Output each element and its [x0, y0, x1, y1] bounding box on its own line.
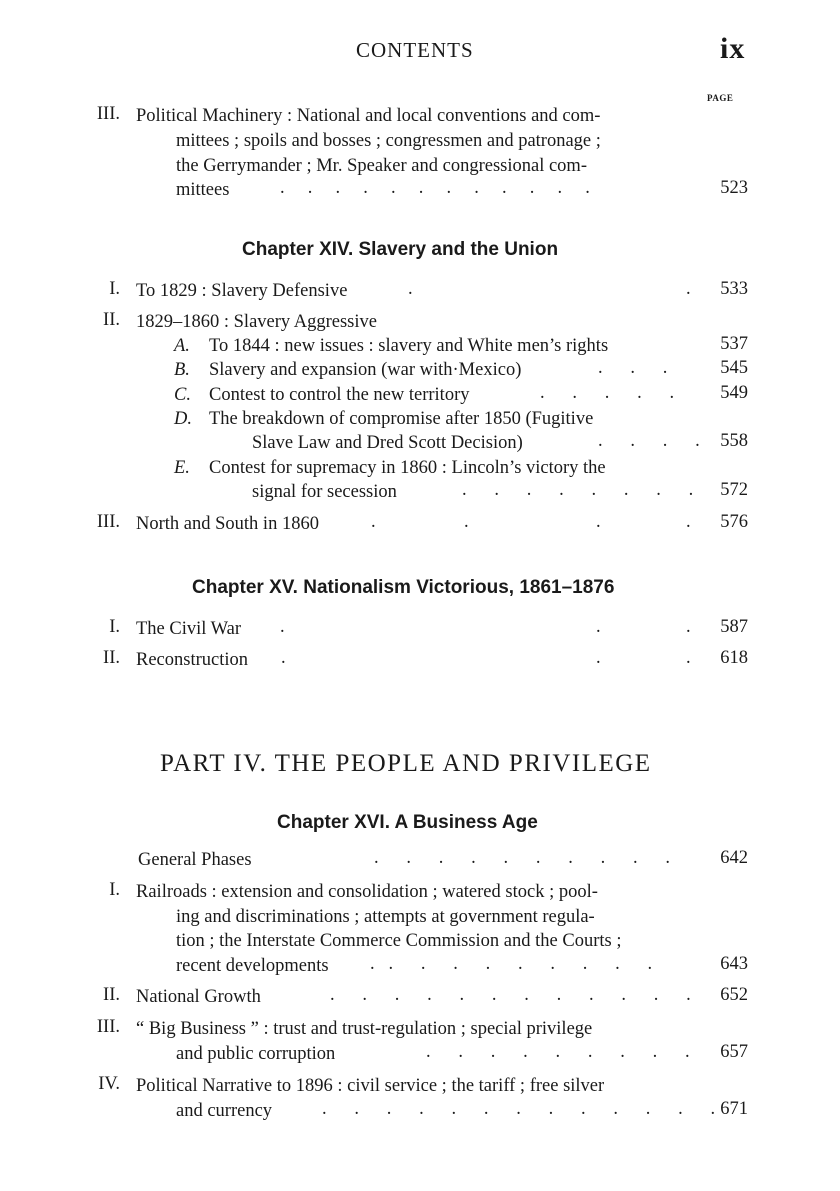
subentry-text: Contest to control the new territory — [209, 385, 470, 405]
dot-leader: . . . . . . . . . . — [374, 848, 670, 868]
entry-text: 1829–1860 : Slavery Aggressive — [136, 312, 377, 332]
dot-leader: . . . . — [598, 431, 700, 451]
subentry-letter: D. — [174, 409, 192, 429]
page-ref: 533 — [720, 279, 748, 299]
dot-leader: . — [280, 617, 285, 637]
entry-numeral: III. — [96, 1017, 120, 1037]
page-column-label: PAGE — [707, 93, 734, 103]
entry-numeral: II. — [103, 648, 120, 668]
subentry-text: Slavery and expansion (war with·Mexico) — [209, 360, 522, 380]
dot-leader: . — [596, 648, 601, 668]
entry-text-line: and currency — [176, 1101, 273, 1121]
entry-numeral: I. — [109, 880, 120, 900]
entry-text: North and South in 1860 — [136, 514, 319, 534]
page-ref: 652 — [720, 985, 748, 1005]
entry-numeral: II. — [103, 310, 120, 330]
page-number: ix — [720, 32, 746, 65]
entry-numeral: III. — [96, 512, 120, 532]
part-heading: PART IV. THE PEOPLE AND PRIVILEGE — [160, 750, 652, 777]
subentry-text: Slave Law and Dred Scott Decision) — [252, 433, 523, 453]
dot-leader: . — [281, 648, 286, 668]
entry-text-line: mittees — [176, 180, 230, 200]
entry-text-line: the Gerrymander ; Mr. Speaker and congressional com- — [176, 156, 587, 176]
entry-text-line: Political Machinery : National and local conventions and com- — [136, 106, 601, 126]
dot-leader: . — [686, 648, 691, 668]
page-ref: 558 — [720, 431, 748, 451]
dot-leader: . — [464, 512, 469, 532]
entry-text: To 1829 : Slavery Defensive — [136, 281, 348, 301]
entry-numeral: II. — [103, 985, 120, 1005]
dot-leader: . . . — [598, 358, 668, 378]
dot-leader: . — [371, 512, 376, 532]
dot-leader: . — [686, 279, 691, 299]
dot-leader: . . . . . . . . . . . . . — [322, 1099, 716, 1119]
subentry-letter: B. — [174, 360, 190, 380]
dot-leader: . . . . . . . . . . . . — [280, 178, 590, 198]
entry-text: The Civil War — [136, 619, 242, 639]
entry-numeral: III. — [96, 104, 120, 124]
entry-numeral: I. — [109, 279, 120, 299]
chapter-heading: Chapter XIV. Slavery and the Union — [242, 239, 559, 260]
page-ref: 643 — [720, 954, 748, 974]
entry-text-line: Railroads : extension and consolidation ; watered stock ; pool- — [136, 882, 598, 902]
page-ref: 618 — [720, 648, 748, 668]
entry-text-line: “ Big Business ” : trust and trust-regulation ; special privilege — [136, 1019, 593, 1039]
dot-leader: . — [596, 512, 601, 532]
subentry-text: signal for secession — [252, 482, 397, 502]
entry-text-line: and public corruption — [176, 1044, 336, 1064]
subentry-letter: A. — [174, 336, 190, 356]
page-ref: 545 — [720, 358, 748, 378]
page-ref: 523 — [720, 178, 748, 198]
entry-numeral: I. — [109, 617, 120, 637]
entry-text-line: tion ; the Interstate Commerce Commission and the Courts ; — [176, 931, 622, 951]
page-ref: 549 — [720, 383, 748, 403]
subentry-text: The breakdown of compromise after 1850 (Fugitive — [209, 409, 594, 429]
dot-leader: . . . . . — [540, 383, 675, 403]
page-ref: 572 — [720, 480, 748, 500]
subentry-letter: E. — [174, 458, 190, 478]
page-ref: 671 — [720, 1099, 748, 1119]
dot-leader: . . . . . . . . . . — [370, 954, 653, 974]
entry-text: General Phases — [138, 850, 252, 870]
dot-leader: . — [686, 617, 691, 637]
dot-leader: . — [686, 512, 691, 532]
entry-text-line: Political Narrative to 1896 : civil service ; the tariff ; free silver — [136, 1076, 605, 1096]
dot-leader: . . . . . . . . . . . . — [330, 985, 691, 1005]
page-ref: 642 — [720, 848, 748, 868]
dot-leader: . . . . . . . . — [462, 480, 694, 500]
page-ref: 587 — [720, 617, 748, 637]
subentry-text: To 1844 : new issues : slavery and White men’s rights — [209, 336, 609, 356]
page-ref: 657 — [720, 1042, 748, 1062]
entry-numeral: IV. — [98, 1074, 120, 1094]
subentry-text: Contest for supremacy in 1860 : Lincoln’s victory the — [209, 458, 606, 478]
chapter-heading: Chapter XV. Nationalism Victorious, 1861–1876 — [192, 577, 615, 598]
page-ref: 576 — [720, 512, 748, 532]
entry-text-line: recent developments — [176, 956, 329, 976]
entry-text-line: ing and discriminations ; attempts at government regula- — [176, 907, 595, 927]
subentry-letter: C. — [174, 385, 191, 405]
dot-leader: . — [408, 279, 413, 299]
running-header-title: CONTENTS — [356, 38, 474, 62]
entry-text: Reconstruction — [136, 650, 249, 670]
page-ref: 537 — [720, 334, 748, 354]
entry-text-line: National Growth — [136, 987, 261, 1007]
chapter-heading: Chapter XVI. A Business Age — [277, 812, 538, 833]
dot-leader: . . . . . . . . . — [426, 1042, 690, 1062]
dot-leader: . — [596, 617, 601, 637]
entry-text-line: mittees ; spoils and bosses ; congressmen and patronage ; — [176, 131, 601, 151]
